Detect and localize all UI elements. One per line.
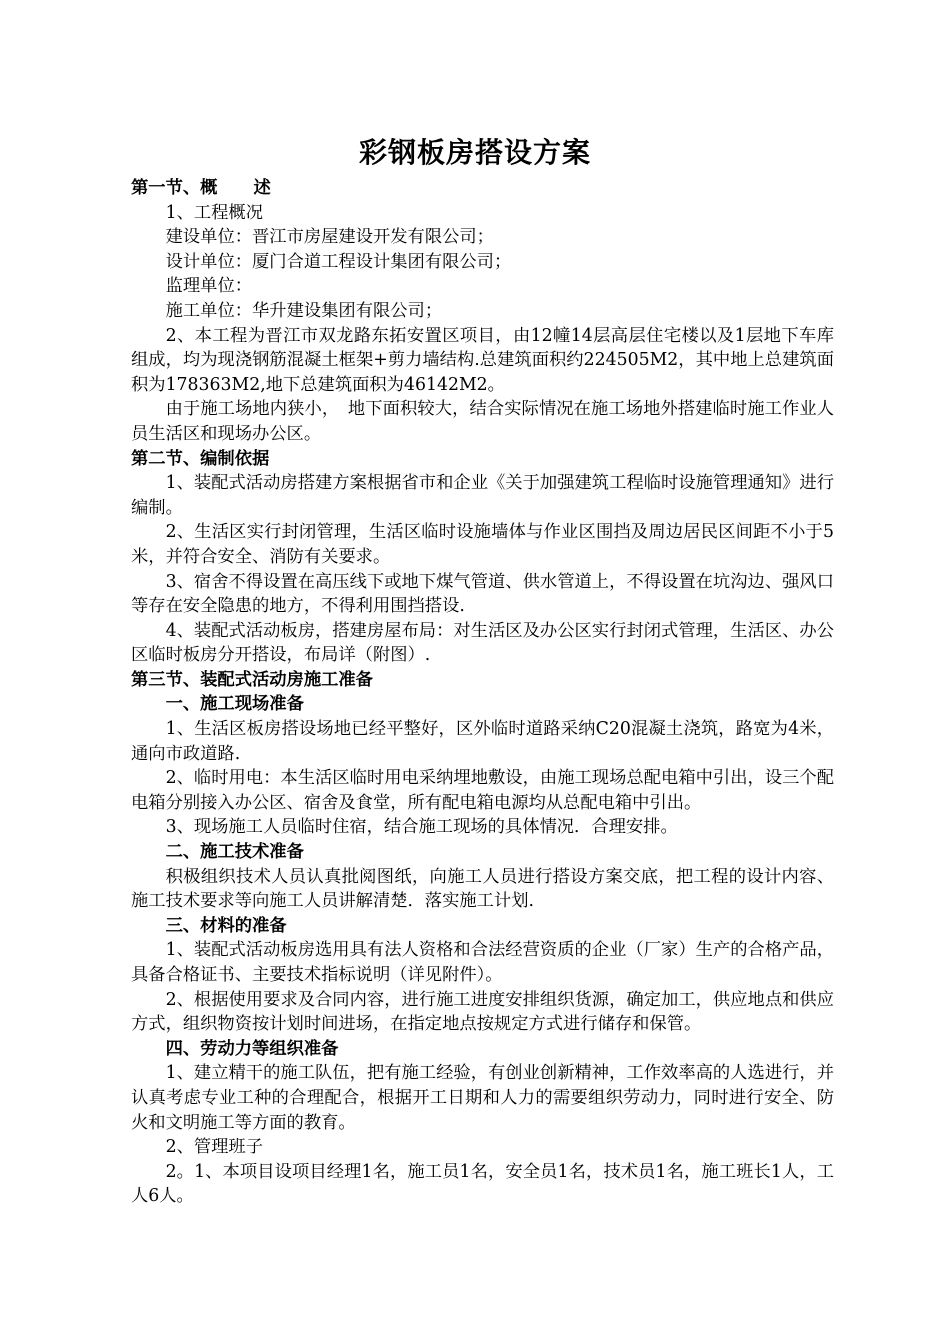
paragraph: 2、生活区实行封闭管理，生活区临时设施墙体与作业区围挡及周边居民区间距不小于5米，并符合安全、消防有关要求。 <box>131 522 834 567</box>
paragraph: 1、装配式活动板房选用具有法人资格和合法经营资质的企业（厂家）生产的合格产品，具备合格证书、主要技术指标说明（详见附件）。 <box>131 940 834 985</box>
paragraph: 施工单位：华升建设集团有限公司； <box>165 300 443 321</box>
section-1-heading-part-a: 第一节、概 <box>131 178 218 198</box>
section-1-heading <box>131 176 834 201</box>
paragraph: 1、工程概况 <box>165 202 263 223</box>
paragraph: 监理单位： <box>165 276 253 297</box>
paragraph: 2、临时用电：本生活区临时用电采纳埋地敷设，由施工现场总配电箱中引出，设三个配电箱分别接入办公区、宿舍及食堂，所有配电箱电源均从总配电箱中引出。 <box>131 768 834 813</box>
subsection-1-heading: 一、施工现场准备 <box>165 694 304 715</box>
paragraph: 1、建立精干的施工队伍，把有施工经验，有创业创新精神，工作效率高的人选进行，并认真考虑专业工种的合理配合，根据开工日期和人力的需要组织劳动力，同时进行安全、防火和文明施工等方面的教育。 <box>131 1063 834 1133</box>
paragraph: 2、管理班子 <box>165 1137 263 1158</box>
subsection-4-heading: 四、劳动力等组织准备 <box>165 1038 339 1059</box>
paragraph: 1、生活区板房搭设场地已经平整好，区外临时道路采纳C20混凝土浇筑，路宽为4米，通向市政道路. <box>131 719 834 764</box>
subsection-3-heading: 三、材料的准备 <box>165 915 287 936</box>
section-3-heading: 第三节、装配式活动房施工准备 <box>131 669 373 690</box>
section-2-heading: 第二节、编制依据 <box>131 448 270 469</box>
paragraph: 3、现场施工人员临时住宿，结合施工现场的具体情况．合理安排。 <box>165 817 678 838</box>
paragraph: 积极组织技术人员认真批阅图纸，向施工人员进行搭设方案交底，把工程的设计内容、施工技术要求等向施工人员讲解清楚．落实施工计划. <box>131 866 834 912</box>
document-body <box>131 176 834 1209</box>
paragraph: 2。1、本项目设项目经理1名，施工员1名，安全员1名，技术员1名，施工班长1人，工人6人。 <box>131 1161 834 1207</box>
paragraph: 设计单位：厦门合道工程设计集团有限公司； <box>165 251 512 272</box>
subsection-2-heading: 二、施工技术准备 <box>165 842 304 863</box>
paragraph: 1、装配式活动房搭建方案根据省市和企业《关于加强建筑工程临时设施管理通知》进行编制。 <box>131 473 834 518</box>
paragraph: 3、宿舍不得设置在高压线下或地下煤气管道、供水管道上，不得设置在坑沟边、强风口等存在安全隐患的地方，不得利用围挡搭设. <box>131 571 834 617</box>
paragraph: 2、根据使用要求及合同内容，进行施工进度安排组织货源，确定加工，供应地点和供应方式，组织物资按计划时间进场，在指定地点按规定方式进行储存和保管。 <box>131 989 834 1035</box>
paragraph: 由于施工场地内狭小， 地下面积较大，结合实际情况在施工场地外搭建临时施工作业人员生活区和现场办公区。 <box>131 399 834 444</box>
paragraph: 2、本工程为晋江市双龙路东拓安置区项目，由12幢14层高层住宅楼以及1层地下车库组成，均为现浇钢筋混凝土框架+剪力墙结构.总建筑面积约224505M2，其中地上总建筑面积为178363M2,地下总建筑面积为46142M2。 <box>131 325 834 395</box>
paragraph: 建设单位：晋江市房屋建设开发有限公司； <box>165 227 494 248</box>
paragraph: 4、装配式活动板房，搭建房屋布局：对生活区及办公区实行封闭式管理，生活区、办公区临时板房分开搭设，布局详（附图）. <box>131 620 834 666</box>
heading-spacer <box>217 178 253 198</box>
document-title: 彩钢板房搭设方案 <box>358 136 591 169</box>
section-1-heading-part-b: 述 <box>253 178 271 198</box>
